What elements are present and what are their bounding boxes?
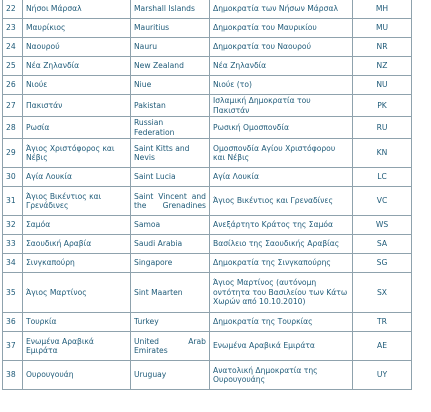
greek-name: Ενωμένα Αραβικά Εμιράτα <box>23 332 131 361</box>
greek-name: Νήσοι Μάρσαλ <box>23 0 131 19</box>
english-name: Saint Vincent and the Grenadines <box>131 187 210 216</box>
official-name: Δημοκρατία των Νήσων Μάρσαλ <box>210 0 353 19</box>
official-name: Δημοκρατία του Ναουρού <box>210 38 353 57</box>
english-name: Marshall Islands <box>131 0 210 19</box>
row-number: 28 <box>3 117 23 139</box>
english-name: Mauritius <box>131 19 210 38</box>
english-name: Turkey <box>131 313 210 332</box>
official-name: Δημοκρατία της Τουρκίας <box>210 313 353 332</box>
table-row <box>3 361 412 390</box>
countries-table-body <box>3 0 412 390</box>
official-name: Βασίλειο της Σαουδικής Αραβίας <box>210 235 353 254</box>
english-name: Niue <box>131 76 210 95</box>
row-number: 26 <box>3 76 23 95</box>
country-code: AE <box>353 332 412 361</box>
official-name: Δημοκρατία του Μαυρικίου <box>210 19 353 38</box>
english-name: Pakistan <box>131 95 210 117</box>
row-number: 29 <box>3 139 23 168</box>
country-code: VC <box>353 187 412 216</box>
greek-name: Νιούε <box>23 76 131 95</box>
official-name: Ανεξάρτητο Κράτος της Σαμόα <box>210 216 353 235</box>
country-code: SG <box>353 254 412 273</box>
english-name: United Arab Emirates <box>131 332 210 361</box>
greek-name: Ρωσία <box>23 117 131 139</box>
country-code: SA <box>353 235 412 254</box>
table-row <box>3 254 412 273</box>
english-name: New Zealand <box>131 57 210 76</box>
row-number: 22 <box>3 0 23 19</box>
country-code: SX <box>353 273 412 313</box>
country-code: WS <box>353 216 412 235</box>
greek-name: Μαυρίκιος <box>23 19 131 38</box>
greek-name: Άγιος Βικέντιος και Γρενάδινες <box>23 187 131 216</box>
row-number: 24 <box>3 38 23 57</box>
country-code: NU <box>353 76 412 95</box>
english-name: Saint Kitts and Nevis <box>131 139 210 168</box>
official-name: Δημοκρατία της Σινγκαπούρης <box>210 254 353 273</box>
country-code: TR <box>353 313 412 332</box>
greek-name: Τουρκία <box>23 313 131 332</box>
official-name: Νέα Ζηλανδία <box>210 57 353 76</box>
greek-name: Σαουδική Αραβία <box>23 235 131 254</box>
english-name: Sint Maarten <box>131 273 210 313</box>
table-row <box>3 168 412 187</box>
row-number: 36 <box>3 313 23 332</box>
greek-name: Πακιστάν <box>23 95 131 117</box>
row-number: 32 <box>3 216 23 235</box>
table-row <box>3 187 412 216</box>
official-name: Άγιος Βικέντιος και Γρεναδίνες <box>210 187 353 216</box>
country-code: MH <box>353 0 412 19</box>
official-name: Ισλαμική Δημοκρατία του Πακιστάν <box>210 95 353 117</box>
official-name: Ενωμένα Αραβικά Εμιράτα <box>210 332 353 361</box>
table-row <box>3 273 412 313</box>
official-name: Ομοσπονδία Αγίου Χριστόφορου και Νέβις <box>210 139 353 168</box>
official-name: Ρωσική Ομοσπονδία <box>210 117 353 139</box>
table-row <box>3 38 412 57</box>
row-number: 30 <box>3 168 23 187</box>
table-row <box>3 57 412 76</box>
table-row <box>3 95 412 117</box>
english-name: Singapore <box>131 254 210 273</box>
english-name: Samoa <box>131 216 210 235</box>
official-name: Νιούε (το) <box>210 76 353 95</box>
table-row <box>3 117 412 139</box>
country-code: MU <box>353 19 412 38</box>
english-name: Uruguay <box>131 361 210 390</box>
greek-name: Ουρουγουάη <box>23 361 131 390</box>
table-row <box>3 216 412 235</box>
greek-name: Αγία Λουκία <box>23 168 131 187</box>
english-name: Russian Federation <box>131 117 210 139</box>
row-number: 25 <box>3 57 23 76</box>
table-row <box>3 313 412 332</box>
table-row <box>3 0 412 19</box>
table-row <box>3 235 412 254</box>
countries-table <box>2 0 412 390</box>
country-code: NR <box>353 38 412 57</box>
official-name: Άγιος Μαρτίνος (αυτόνομη οντότητα του Βασιλείου των Κάτω Χωρών από 10.10.2010) <box>210 273 353 313</box>
greek-name: Ναουρού <box>23 38 131 57</box>
greek-name: Σινγκαπούρη <box>23 254 131 273</box>
english-name: Nauru <box>131 38 210 57</box>
greek-name: Σαμόα <box>23 216 131 235</box>
table-row <box>3 19 412 38</box>
greek-name: Άγιος Μαρτίνος <box>23 273 131 313</box>
row-number: 37 <box>3 332 23 361</box>
official-name: Ανατολική Δημοκρατία της Ουρουγουάης <box>210 361 353 390</box>
country-code: LC <box>353 168 412 187</box>
official-name: Αγία Λουκία <box>210 168 353 187</box>
row-number: 33 <box>3 235 23 254</box>
country-code: RU <box>353 117 412 139</box>
table-row <box>3 332 412 361</box>
greek-name: Άγιος Χριστόφορος και Νέβις <box>23 139 131 168</box>
row-number: 23 <box>3 19 23 38</box>
english-name: Saudi Arabia <box>131 235 210 254</box>
country-code: KN <box>353 139 412 168</box>
country-code: UY <box>353 361 412 390</box>
country-code: PK <box>353 95 412 117</box>
country-code: NZ <box>353 57 412 76</box>
row-number: 35 <box>3 273 23 313</box>
row-number: 31 <box>3 187 23 216</box>
row-number: 34 <box>3 254 23 273</box>
table-row <box>3 139 412 168</box>
table-row <box>3 76 412 95</box>
english-name: Saint Lucia <box>131 168 210 187</box>
row-number: 38 <box>3 361 23 390</box>
row-number: 27 <box>3 95 23 117</box>
greek-name: Νέα Ζηλανδία <box>23 57 131 76</box>
